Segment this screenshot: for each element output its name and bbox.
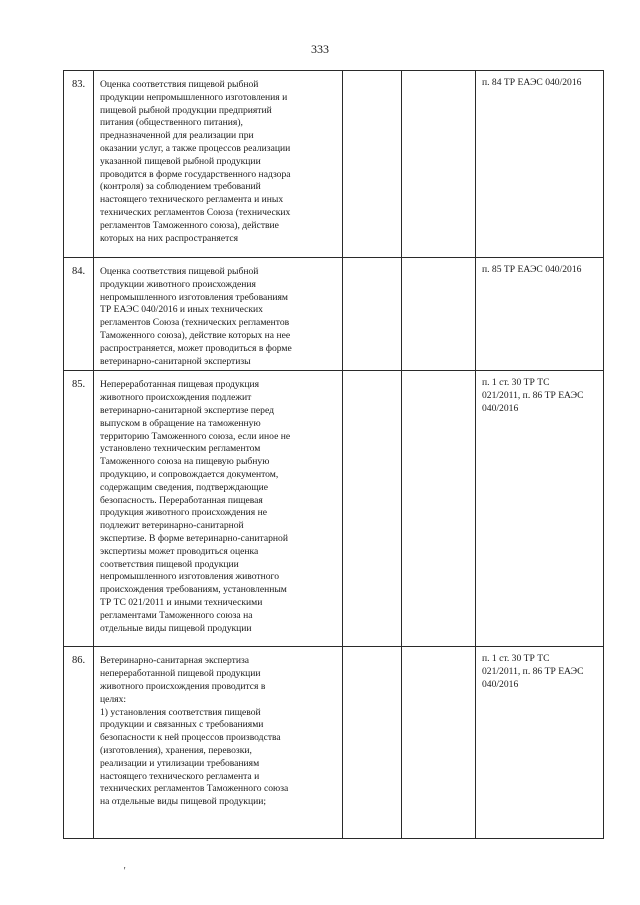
regulation-table	[63, 70, 604, 839]
description-line: питания (общественного питания),	[100, 117, 243, 129]
description-line: регламентов Таможенного союза), действие	[100, 219, 279, 231]
description-line: настоящего технического регламента и иных	[100, 194, 284, 206]
page-number: 333	[311, 42, 329, 56]
description-line: 1) установления соответствия пищевой	[100, 706, 261, 718]
description-line: животного происхождения проводится в	[100, 680, 266, 692]
description-line: целях:	[100, 693, 127, 705]
regulation-reference	[476, 371, 604, 647]
reference-line: п. 85 ТР ЕАЭС 040/2016	[482, 264, 582, 275]
description-line: безопасность. Переработанная пищевая	[100, 494, 263, 506]
description-line: проводится в форме государственного надзора	[100, 168, 291, 180]
description-line: (изготовления), хранения, перевозки,	[100, 744, 252, 756]
description-line: животного происхождения подлежит	[100, 392, 252, 404]
description-line: экспертизе. В форме ветеринарно-санитарной	[100, 532, 288, 544]
row-number: 86.	[64, 647, 94, 839]
description-line: регламентами Таможенного союза на	[100, 609, 253, 621]
reference-line: 040/2016	[482, 678, 519, 690]
description-line: распространяется, может проводиться в форме	[100, 342, 292, 354]
table-row	[64, 258, 604, 371]
reference-line: п. 1 ст. 30 ТР ТС	[482, 377, 550, 389]
table-row	[64, 371, 604, 647]
description-line: продукции непромышленного изготовления и	[100, 91, 288, 103]
reference-line: 040/2016	[482, 402, 519, 414]
description-line: указанной пищевой рыбной продукции	[100, 155, 261, 167]
requirement-description	[94, 71, 343, 258]
description-line: предназначенной для реализации при	[100, 130, 254, 142]
description-line: Оценка соответствия пищевой рыбной	[100, 79, 259, 90]
description-line: непереработанной пищевой продукции	[100, 668, 261, 680]
regulation-reference	[476, 71, 604, 258]
empty-cell	[402, 371, 476, 647]
description-line: настоящего технического регламента и	[100, 770, 260, 782]
empty-cell	[402, 258, 476, 371]
requirement-description	[94, 258, 343, 371]
description-line: экспертизы может проводиться оценка	[100, 545, 259, 557]
description-line: Оценка соответствия пищевой рыбной	[100, 266, 259, 277]
description-line: пищевой рыбной продукции предприятий	[100, 104, 272, 116]
footer-mark: '	[123, 866, 126, 877]
description-line: (контроля) за соблюдением требований	[100, 181, 261, 193]
reference-line: п. 84 ТР ЕАЭС 040/2016	[482, 77, 582, 88]
description-line: продукцию, и сопровождается документом,	[100, 468, 279, 480]
empty-cell	[343, 258, 402, 371]
empty-cell	[402, 647, 476, 839]
description-line: непромышленного изготовления животного	[100, 571, 280, 583]
description-line: оказании услуг, а также процессов реализации	[100, 142, 291, 154]
description-line: ветеринарно-санитарной экспертизе перед	[100, 404, 274, 416]
description-line: на отдельные виды пищевой продукции;	[100, 796, 267, 808]
requirement-description	[94, 647, 343, 839]
requirement-description	[94, 371, 343, 647]
table-row	[64, 71, 604, 258]
empty-cell	[343, 647, 402, 839]
description-line: ветеринарно-санитарной экспертизы	[100, 355, 251, 367]
row-number: 84.	[64, 258, 94, 371]
description-line: которых на них распространяется	[100, 232, 239, 244]
description-line: непромышленного изготовления требованиям	[100, 291, 288, 303]
description-line: Ветеринарно-санитарная экспертиза	[100, 655, 250, 667]
table-row	[64, 647, 604, 839]
description-line: регламентов Союза (технических регламентов	[100, 317, 290, 329]
reference-line: 021/2011, п. 86 ТР ЕАЭС	[482, 390, 584, 402]
description-line: безопасности к ней процессов производства	[100, 732, 281, 744]
regulation-reference	[476, 258, 604, 371]
description-line: Таможенного союза на пищевую рыбную	[100, 456, 270, 468]
reference-line: 021/2011, п. 86 ТР ЕАЭС	[482, 666, 584, 678]
description-line: подлежит ветеринарно-санитарной	[100, 520, 244, 532]
description-line: Таможенного союза), действие которых на нее	[100, 329, 291, 341]
description-line: технических регламентов Таможенного союза	[100, 783, 289, 795]
empty-cell	[402, 71, 476, 258]
description-line: технических регламентов Союза (технических	[100, 206, 291, 218]
description-line: установлено техническим регламентом	[100, 443, 261, 455]
description-line: продукции и связанных с требованиями	[100, 719, 264, 731]
description-line: происхождения требованиям, установленным	[100, 584, 287, 596]
description-line: реализации и утилизации требованиям	[100, 757, 260, 769]
row-number: 83.	[64, 71, 94, 258]
row-number: 85.	[64, 371, 94, 647]
description-line: продукция животного происхождения не	[100, 507, 268, 519]
description-line: продукции животного происхождения	[100, 278, 256, 290]
description-line: соответствия пищевой продукции	[100, 558, 239, 570]
description-line: ТР ТС 021/2011 и иными техническими	[100, 596, 263, 608]
description-line: территорию Таможенного союза, если иное не	[100, 430, 291, 442]
empty-cell	[343, 371, 402, 647]
description-line: Непереработанная пищевая продукция	[100, 379, 260, 391]
empty-cell	[343, 71, 402, 258]
regulation-reference	[476, 647, 604, 839]
description-line: содержащим сведения, подтверждающие	[100, 481, 269, 493]
reference-line: п. 1 ст. 30 ТР ТС	[482, 653, 550, 665]
description-line: ТР ЕАЭС 040/2016 и иных технических	[100, 304, 263, 316]
description-line: отдельные виды пищевой продукции	[100, 622, 252, 634]
description-line: выпуском в обращение на таможенную	[100, 417, 261, 429]
